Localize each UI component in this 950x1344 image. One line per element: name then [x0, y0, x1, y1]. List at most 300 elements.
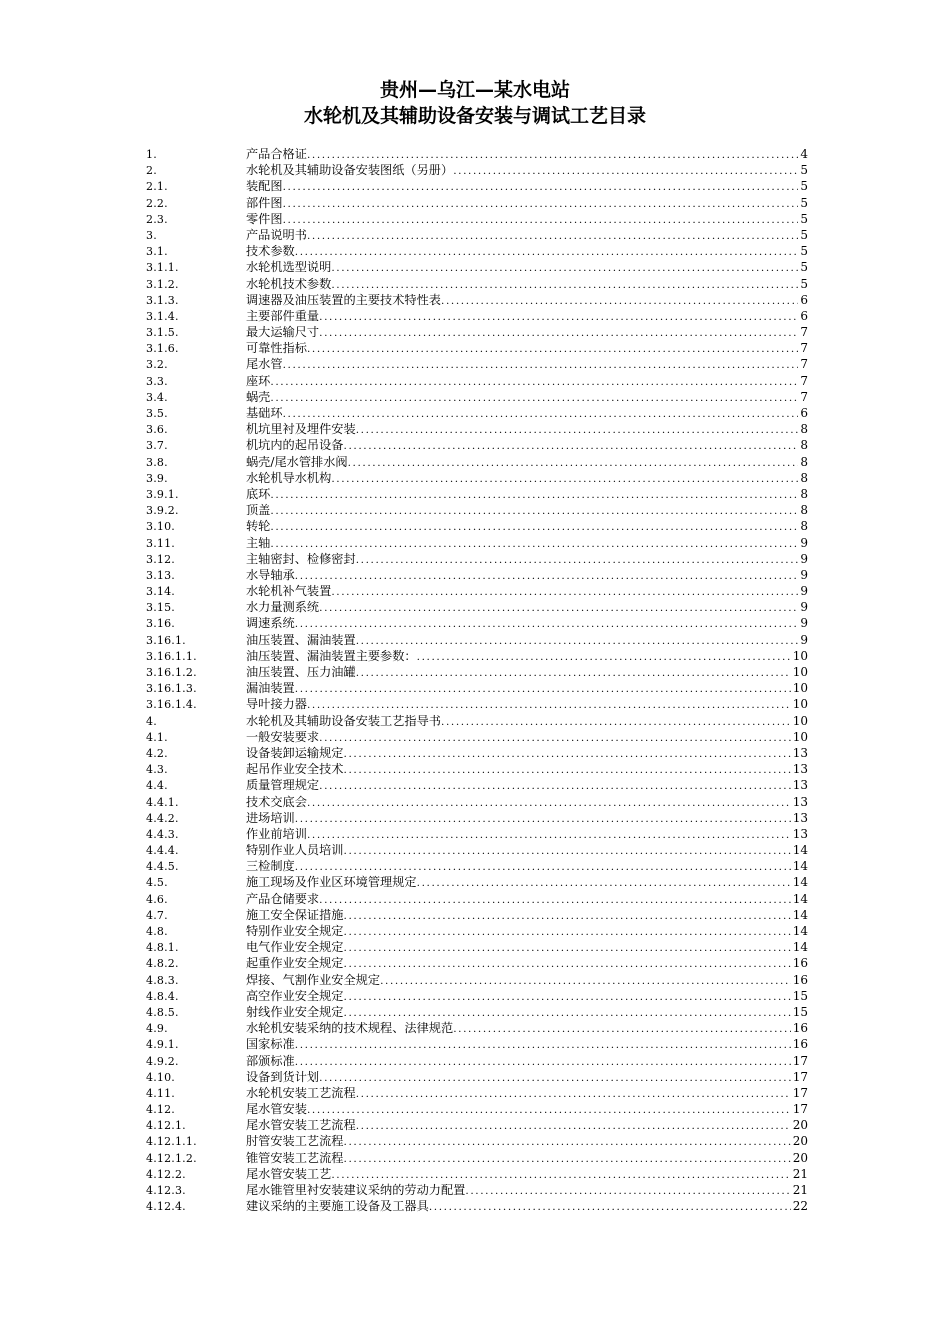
toc-entry-number: 4.4.3.: [146, 827, 179, 841]
toc-entry-page: 8: [800, 422, 808, 437]
document-title-line2: 水轮机及其辅助设备安装与调试工艺目录: [303, 105, 646, 127]
toc-entry-page: 9: [800, 600, 808, 615]
toc-entry[interactable]: [146, 1133, 808, 1149]
toc-entry[interactable]: [146, 1150, 808, 1166]
toc-entry-number: 3.16.1.2.: [146, 666, 197, 679]
toc-dot-leader: [319, 600, 798, 616]
toc-entry[interactable]: [146, 551, 808, 567]
toc-entry-number: 4.12.2.: [146, 1167, 186, 1181]
toc-entry-number: 4.4.1.: [146, 795, 179, 809]
toc-entry[interactable]: [146, 243, 808, 259]
toc-entry[interactable]: [146, 939, 808, 955]
toc-entry-page: 15: [792, 1004, 808, 1019]
toc-entry-title: 尾水管安装工艺: [246, 1166, 332, 1181]
toc-entry-page: 16: [792, 1037, 808, 1052]
toc-entry-title: 机坑内的起吊设备: [246, 438, 344, 453]
toc-entry-page: 7: [800, 373, 808, 388]
toc-entry[interactable]: [146, 356, 808, 372]
toc-entry-title: 尾水管: [246, 357, 283, 372]
toc-dot-leader: [417, 875, 791, 891]
toc-entry-page: 17: [792, 1102, 808, 1117]
toc-dot-leader: [331, 584, 798, 600]
toc-entry-page: 5: [800, 195, 808, 210]
toc-entry[interactable]: [146, 599, 808, 615]
toc-entry[interactable]: [146, 211, 808, 227]
toc-entry-title: 射线作业安全规定: [246, 1004, 344, 1019]
toc-entry[interactable]: [146, 891, 808, 907]
toc-entry-number: 4.12.1.: [146, 1119, 186, 1133]
toc-entry-number: 3.8.: [146, 455, 168, 469]
toc-entry-title: 产品说明书: [246, 227, 307, 242]
toc-entry[interactable]: [146, 486, 808, 502]
toc-entry-title: 一般安装要求: [246, 729, 320, 744]
toc-entry-page: 8: [800, 438, 808, 453]
toc-entry[interactable]: [146, 373, 808, 389]
toc-entry-title: 水轮机安装采纳的技术规程、法律规范: [246, 1021, 454, 1036]
toc-dot-leader: [307, 341, 798, 357]
toc-entry-page: 14: [792, 907, 808, 922]
toc-entry[interactable]: [146, 162, 808, 178]
toc-dot-leader: [295, 811, 791, 827]
toc-entry[interactable]: [146, 389, 808, 405]
toc-entry[interactable]: [146, 648, 808, 664]
toc-entry-number: 3.9.: [146, 471, 168, 485]
toc-entry-title: 基础环: [246, 406, 283, 420]
toc-dot-leader: [441, 714, 791, 730]
toc-entry-page: 17: [792, 1053, 808, 1068]
toc-entry-page: 16: [792, 972, 808, 987]
toc-entry-title: 零件图: [246, 211, 283, 226]
toc-entry-number: 4.6.: [146, 892, 168, 906]
toc-entry-page: 7: [800, 341, 808, 356]
toc-dot-leader: [283, 179, 799, 195]
toc-entry-page: 13: [792, 762, 808, 777]
toc-entry-page: 13: [792, 778, 808, 793]
toc-dot-leader: [331, 260, 798, 276]
toc-entry-number: 4.9.: [146, 1022, 168, 1036]
toc-entry-number: 3.12.: [146, 552, 175, 566]
toc-entry[interactable]: [146, 777, 808, 793]
toc-entry[interactable]: [146, 1117, 808, 1133]
toc-entry[interactable]: [146, 437, 808, 453]
toc-entry[interactable]: [146, 826, 808, 842]
toc-entry[interactable]: [146, 810, 808, 826]
toc-entry[interactable]: [146, 696, 808, 712]
toc-entry[interactable]: [146, 955, 808, 971]
toc-dot-leader: [295, 616, 799, 632]
toc-entry-number: 4.9.2.: [146, 1054, 179, 1068]
toc-entry-page: 21: [792, 1166, 808, 1181]
toc-entry-number: 4.12.1.1.: [146, 1135, 197, 1149]
toc-dot-leader: [331, 277, 798, 293]
toc-dot-leader: [307, 697, 791, 713]
toc-entry-number: 2.: [146, 164, 157, 178]
toc-entry-page: 6: [800, 406, 808, 420]
toc-dot-leader: [344, 908, 791, 924]
toc-entry[interactable]: [146, 1198, 808, 1214]
toc-dot-leader: [307, 147, 798, 163]
toc-dot-leader: [319, 730, 791, 746]
toc-entry-number: 3.16.1.3.: [146, 682, 197, 696]
toc-entry-title: 主轴: [246, 535, 271, 550]
toc-entry-title: 尾水锥管里衬安装建议采纳的劳动力配置: [246, 1183, 466, 1197]
toc-entry[interactable]: [146, 276, 808, 292]
toc-dot-leader: [356, 665, 791, 681]
toc-entry[interactable]: [146, 195, 808, 211]
toc-dot-leader: [319, 309, 798, 325]
toc-entry[interactable]: [146, 858, 808, 874]
toc-dot-leader: [319, 892, 791, 908]
toc-entry[interactable]: [146, 972, 808, 988]
toc-entry-title: 调速器及油压装置的主要技术特性表: [246, 292, 441, 307]
toc-entry-title: 三检制度: [246, 859, 295, 874]
toc-entry-title: 特别作业安全规定: [246, 924, 344, 938]
toc-entry-number: 3.1.6.: [146, 342, 179, 356]
toc-entry-number: 3.1.: [146, 245, 168, 259]
toc-entry-page: 21: [792, 1183, 808, 1197]
toc-entry-number: 4.1.: [146, 730, 168, 744]
toc-entry-page: 8: [800, 486, 808, 501]
toc-entry-page: 17: [792, 1085, 808, 1100]
toc-entry-page: 9: [800, 616, 808, 631]
toc-entry-number: 3.1.1.: [146, 261, 179, 275]
toc-entry[interactable]: [146, 470, 808, 486]
toc-entry[interactable]: [146, 518, 808, 534]
toc-entry-page: 20: [792, 1150, 808, 1165]
toc-entry-number: 4.8.: [146, 925, 168, 938]
toc-entry-number: 4.8.4.: [146, 989, 179, 1003]
toc-entry-title: 机坑里衬及埋件安装: [246, 422, 356, 437]
toc-dot-leader: [270, 487, 798, 503]
toc-entry[interactable]: [146, 178, 808, 194]
toc-dot-leader: [295, 1037, 791, 1053]
toc-entry-title: 设备到货计划: [246, 1069, 320, 1084]
toc-dot-leader: [453, 1021, 791, 1037]
toc-entry-page: 13: [792, 826, 808, 841]
toc-dot-leader: [441, 293, 798, 309]
toc-entry-number: 4.11.: [146, 1086, 175, 1100]
toc-entry-title: 导叶接力器: [246, 697, 307, 712]
toc-entry[interactable]: [146, 664, 808, 680]
toc-entry-title: 主要部件重量: [246, 308, 320, 323]
toc-entry-title: 油压装置、压力油罐: [246, 665, 356, 679]
toc-entry-title: 水轮机补气装置: [246, 584, 332, 599]
toc-entry-title: 锥管安装工艺流程: [246, 1150, 344, 1165]
toc-entry[interactable]: [146, 567, 808, 583]
toc-entry[interactable]: [146, 1053, 808, 1069]
toc-entry-number: 4.9.1.: [146, 1038, 179, 1052]
toc-entry-title: 部颁标准: [246, 1053, 295, 1068]
toc-entry-number: 3.14.: [146, 585, 175, 599]
toc-entry-page: 5: [800, 227, 808, 242]
toc-entry-number: 4.: [146, 714, 157, 728]
toc-entry-page: 9: [800, 584, 808, 599]
toc-dot-leader: [307, 827, 791, 843]
toc-entry-number: 3.1.2.: [146, 277, 179, 291]
toc-entry-page: 7: [800, 325, 808, 340]
toc-entry-title: 漏油装置: [246, 681, 295, 696]
toc-entry[interactable]: [146, 405, 808, 421]
toc-entry[interactable]: [146, 745, 808, 761]
toc-entry-title: 水轮机及其辅助设备安装图纸（另册）: [246, 163, 454, 178]
toc-entry-number: 3.1.3.: [146, 293, 179, 307]
toc-entry-page: 5: [800, 244, 808, 259]
toc-entry-number: 4.2.: [146, 746, 168, 760]
toc-entry-page: 8: [800, 519, 808, 534]
toc-entry-page: 20: [792, 1118, 808, 1133]
toc-entry[interactable]: [146, 1004, 808, 1020]
toc-entry-page: 5: [800, 276, 808, 291]
toc-entry-number: 4.8.3.: [146, 973, 179, 987]
toc-entry-title: 水轮机选型说明: [246, 260, 332, 275]
toc-entry-number: 3.: [146, 228, 157, 242]
toc-dot-leader: [307, 228, 798, 244]
toc-dot-leader: [344, 989, 791, 1005]
toc-dot-leader: [344, 1005, 791, 1021]
toc-dot-leader: [356, 1086, 791, 1102]
toc-entry[interactable]: [146, 761, 808, 777]
toc-dot-leader: [356, 1118, 791, 1134]
toc-entry-title: 起吊作业安全技术: [246, 762, 344, 777]
toc-entry-number: 4.10.: [146, 1070, 175, 1084]
toc-entry[interactable]: [146, 1085, 808, 1101]
toc-entry-number: 4.12.1.2.: [146, 1151, 197, 1165]
toc-entry[interactable]: [146, 632, 808, 648]
toc-dot-leader: [429, 1199, 791, 1215]
toc-entry-number: 4.8.1.: [146, 941, 179, 955]
toc-dot-leader: [295, 681, 791, 697]
toc-dot-leader: [344, 1134, 791, 1150]
toc-entry-title: 尾水管安装: [246, 1102, 307, 1117]
toc-dot-leader: [356, 552, 799, 568]
toc-dot-leader: [344, 438, 799, 454]
toc-entry[interactable]: [146, 1182, 808, 1198]
toc-dot-leader: [307, 1102, 791, 1118]
toc-entry-title: 调速系统: [246, 616, 295, 631]
toc-entry-title: 部件图: [246, 195, 283, 210]
toc-entry-number: 3.15.: [146, 601, 175, 615]
toc-entry-number: 4.5.: [146, 876, 168, 890]
toc-entry-page: 8: [800, 454, 808, 469]
toc-entry-number: 2.3.: [146, 212, 168, 226]
toc-entry-title: 座环: [246, 373, 271, 388]
toc-entry-number: 3.16.1.: [146, 633, 186, 647]
toc-entry-number: 4.12.3.: [146, 1184, 186, 1197]
toc-entry-title: 产品仓储要求: [246, 891, 320, 906]
toc-dot-leader: [380, 973, 791, 989]
toc-entry-page: 15: [792, 988, 808, 1003]
toc-entry-page: 14: [792, 843, 808, 858]
toc-entry-page: 8: [800, 470, 808, 485]
toc-entry-page: 7: [800, 389, 808, 404]
toc-dot-leader: [344, 924, 791, 940]
toc-entry-title: 起重作业安全规定: [246, 956, 344, 971]
toc-entry-number: 3.9.1.: [146, 487, 179, 501]
toc-entry-title: 焊接、气割作业安全规定: [246, 972, 381, 987]
toc-entry[interactable]: [146, 874, 808, 890]
toc-entry-page: 22: [792, 1199, 808, 1214]
toc-entry[interactable]: [146, 1020, 808, 1036]
toc-dot-leader: [319, 1070, 791, 1086]
toc-entry-page: 8: [800, 503, 808, 518]
toc-dot-leader: [344, 762, 791, 778]
toc-entry-number: 4.4.5.: [146, 860, 179, 874]
toc-entry-title: 底环: [246, 486, 271, 501]
toc-entry[interactable]: [146, 1036, 808, 1052]
toc-entry-title: 水轮机安装工艺流程: [246, 1085, 356, 1100]
toc-dot-leader: [348, 455, 799, 471]
toc-dot-leader: [344, 940, 791, 956]
toc-entry-title: 蜗壳: [246, 389, 271, 404]
toc-dot-leader: [319, 778, 791, 794]
toc-entry-number: 3.9.2.: [146, 504, 179, 518]
toc-entry-title: 特别作业人员培训: [246, 843, 344, 858]
toc-entry-page: 16: [792, 1021, 808, 1036]
toc-entry-title: 尾水管安装工艺流程: [246, 1118, 356, 1133]
toc-dot-leader: [356, 633, 799, 649]
toc-dot-leader: [270, 374, 798, 390]
toc-entry-number: 3.16.1.4.: [146, 698, 197, 712]
toc-dot-leader: [307, 795, 791, 811]
toc-dot-leader: [295, 568, 799, 584]
toc-entry[interactable]: [146, 1101, 808, 1117]
toc-entry-title: 水力量测系统: [246, 600, 320, 615]
toc-dot-leader: [283, 196, 799, 212]
toc-entry-page: 14: [792, 891, 808, 906]
toc-dot-leader: [270, 519, 798, 535]
toc-entry[interactable]: [146, 502, 808, 518]
toc-entry[interactable]: [146, 729, 808, 745]
toc-entry[interactable]: [146, 308, 808, 324]
toc-entry-page: 20: [792, 1134, 808, 1149]
toc-entry-number: 2.2.: [146, 196, 168, 210]
toc-entry-page: 10: [792, 665, 808, 679]
toc-entry-number: 3.2.: [146, 358, 168, 372]
toc-dot-leader: [295, 1054, 791, 1070]
toc-entry[interactable]: [146, 842, 808, 858]
toc-entry-page: 10: [792, 729, 808, 744]
toc-entry-number: 4.4.2.: [146, 811, 179, 825]
toc-entry-title: 作业前培训: [246, 826, 307, 841]
toc-entry[interactable]: [146, 454, 808, 470]
toc-entry-page: 5: [800, 179, 808, 194]
toc-entry-title: 主轴密封、检修密封: [246, 551, 356, 566]
toc-entry-page: 5: [800, 260, 808, 275]
toc-entry-title: 顶盖: [246, 503, 271, 518]
toc-entry-title: 可靠性指标: [246, 341, 307, 356]
toc-entry[interactable]: [146, 292, 808, 308]
toc-entry-number: 3.5.: [146, 407, 168, 420]
toc-entry-title: 国家标准: [246, 1037, 295, 1052]
toc-entry[interactable]: [146, 713, 808, 729]
toc-entry-number: 3.6.: [146, 423, 168, 437]
toc-entry[interactable]: [146, 146, 808, 162]
toc-dot-leader: [344, 843, 791, 859]
toc-entry[interactable]: [146, 259, 808, 275]
toc-entry-page: 6: [800, 292, 808, 307]
toc-entry-page: 7: [800, 357, 808, 372]
toc-entry-title: 水轮机及其辅助设备安装工艺指导书: [246, 713, 441, 728]
toc-entry-page: 13: [792, 745, 808, 760]
document-title-line1: 贵州—乌江—某水电站: [379, 79, 570, 101]
toc-entry-title: 技术参数: [246, 244, 295, 259]
toc-entry-page: 14: [792, 924, 808, 938]
toc-entry-number: 4.8.2.: [146, 957, 179, 971]
toc-entry-number: 3.13.: [146, 568, 175, 582]
toc-entry-number: 1.: [146, 148, 157, 161]
toc-entry-page: 9: [800, 551, 808, 566]
toc-entry-page: 10: [792, 713, 808, 728]
toc-entry-title: 电气作业安全规定: [246, 940, 344, 955]
toc-entry[interactable]: [146, 923, 808, 939]
toc-entry-number: 3.3.: [146, 374, 168, 388]
toc-dot-leader: [283, 406, 799, 422]
toc-entry-title: 水轮机技术参数: [246, 276, 332, 291]
toc-entry-page: 13: [792, 810, 808, 825]
toc-entry-number: 4.8.5.: [146, 1005, 179, 1019]
toc-entry[interactable]: [146, 988, 808, 1004]
toc-entry-number: 3.1.4.: [146, 309, 179, 323]
toc-entry-title: 施工安全保证措施: [246, 907, 344, 922]
toc-entry-page: 4: [800, 147, 808, 161]
toc-entry-number: 3.7.: [146, 439, 168, 453]
toc-entry[interactable]: [146, 421, 808, 437]
toc-entry[interactable]: [146, 1069, 808, 1085]
toc-entry-title: 肘管安装工艺流程: [246, 1134, 344, 1149]
toc-entry-page: 5: [800, 211, 808, 226]
toc-entry-title: 装配图: [246, 179, 283, 194]
toc-entry-title: 产品合格证: [246, 147, 307, 161]
toc-entry[interactable]: [146, 907, 808, 923]
toc-entry[interactable]: [146, 535, 808, 551]
toc-entry-number: 3.16.1.1.: [146, 649, 197, 663]
toc-entry[interactable]: [146, 227, 808, 243]
toc-entry-page: 14: [792, 875, 808, 890]
toc-entry-number: 4.4.: [146, 779, 168, 793]
toc-entry-page: 14: [792, 859, 808, 874]
toc-entry-title: 水轮机导水机构: [246, 470, 332, 485]
toc-entry-title: 施工现场及作业区环境管理规定: [246, 875, 417, 890]
toc-entry[interactable]: [146, 583, 808, 599]
toc-entry-title: 质量管理规定: [246, 778, 320, 793]
toc-entry-page: 6: [800, 308, 808, 323]
toc-entry-number: 3.1.5.: [146, 326, 179, 340]
toc-entry[interactable]: [146, 615, 808, 631]
toc-dot-leader: [465, 1183, 790, 1199]
toc-entry-number: 4.4.4.: [146, 844, 179, 858]
toc-entry[interactable]: [146, 324, 808, 340]
toc-entry[interactable]: [146, 680, 808, 696]
toc-dot-leader: [283, 357, 799, 373]
toc-entry-number: 3.16.: [146, 617, 175, 631]
toc-entry[interactable]: [146, 794, 808, 810]
toc-dot-leader: [331, 1167, 790, 1183]
toc-dot-leader: [295, 244, 799, 260]
toc-entry[interactable]: [146, 1166, 808, 1182]
toc-entry-page: 14: [792, 940, 808, 955]
toc-entry-page: 10: [792, 681, 808, 696]
toc-dot-leader: [453, 163, 798, 179]
toc-entry-title: 技术交底会: [246, 794, 307, 809]
toc-entry-page: 9: [800, 632, 808, 647]
toc-dot-leader: [295, 859, 791, 875]
toc-entry-number: 4.7.: [146, 908, 168, 922]
toc-entry-title: 转轮: [246, 519, 271, 534]
toc-entry-title: 进场培训: [246, 810, 295, 825]
toc-entry-title: 油压装置、漏油装置主要参数：: [246, 648, 417, 663]
toc-dot-leader: [417, 649, 791, 665]
toc-entry[interactable]: [146, 340, 808, 356]
